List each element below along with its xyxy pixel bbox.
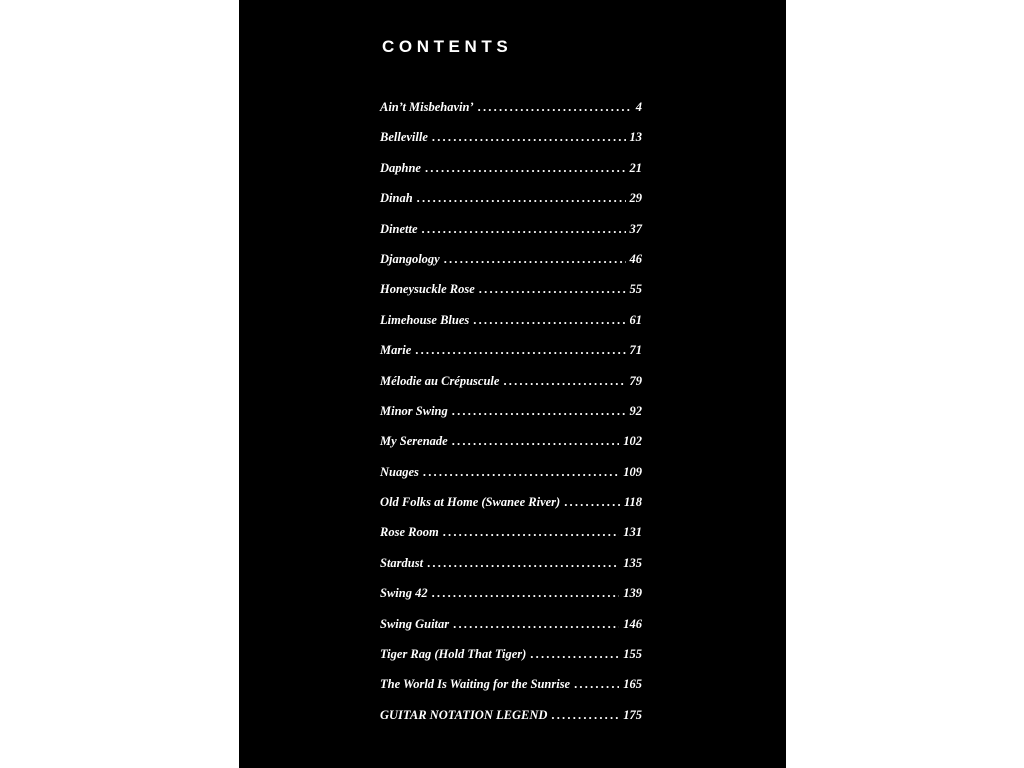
dot-leader (432, 586, 620, 601)
toc-entry[interactable] (380, 677, 642, 707)
dot-leader (479, 282, 626, 297)
toc-entry-title: Stardust (380, 555, 424, 570)
toc-entry-page: 29 (629, 191, 642, 206)
toc-entry[interactable] (380, 313, 642, 343)
toc-entry-page: 55 (629, 282, 642, 297)
contents-page (239, 0, 786, 768)
toc-entry-title: Minor Swing (380, 403, 448, 418)
page-title: CONTENTS (382, 37, 513, 56)
toc-entry[interactable] (380, 191, 642, 221)
toc-entry-title: Daphne (380, 160, 421, 175)
dot-leader (574, 677, 619, 692)
dot-leader (530, 647, 619, 662)
toc-entry-title: Nuages (380, 464, 419, 479)
toc-entry-title: Dinah (380, 191, 413, 206)
toc-entry-title: Rose Room (380, 525, 439, 540)
toc-entry-title: Tiger Rag (Hold That Tiger) (380, 647, 527, 662)
toc-entry[interactable] (380, 465, 642, 495)
toc-entry-title: Swing Guitar (380, 616, 450, 631)
toc-entry-page: 102 (623, 434, 642, 449)
dot-leader (452, 404, 626, 419)
toc-entry-title: Honeysuckle Rose (380, 282, 475, 297)
toc-entry-page: 37 (629, 221, 642, 236)
toc-entry[interactable] (380, 374, 642, 404)
toc-entry-page: 13 (629, 130, 642, 145)
toc-entry-page: 165 (623, 677, 642, 692)
toc-entry-title: Marie (380, 343, 412, 358)
toc-entry-page: 71 (629, 343, 642, 358)
toc-entry[interactable] (380, 100, 642, 130)
toc-entry[interactable] (380, 708, 642, 738)
toc-entry-title: Old Folks at Home (Swanee River) (380, 495, 561, 510)
dot-leader (425, 161, 626, 176)
toc-entry-title: Ain’t Misbehavin’ (380, 100, 474, 114)
toc-entry-page: 118 (623, 495, 642, 510)
toc-entry-page: 92 (629, 403, 642, 418)
dot-leader (564, 495, 620, 510)
toc-entry[interactable] (380, 586, 642, 616)
toc-entry[interactable] (380, 556, 642, 586)
dot-leader (417, 191, 626, 206)
dot-leader (503, 374, 625, 389)
dot-leader (427, 556, 619, 571)
toc-entry[interactable] (380, 617, 642, 647)
dot-leader (473, 313, 625, 328)
toc-entry-page: 135 (623, 555, 642, 570)
toc-entry-page: 146 (623, 616, 642, 631)
toc-entry-title: GUITAR NOTATION LEGEND (380, 707, 548, 722)
toc-entry[interactable] (380, 525, 642, 555)
toc-entry-page: 46 (629, 251, 642, 266)
toc-entry-page: 109 (623, 464, 642, 479)
toc-entry-title: Swing 42 (380, 586, 428, 601)
dot-leader (444, 252, 626, 267)
toc-entry[interactable] (380, 343, 642, 373)
toc-entry[interactable] (380, 252, 642, 282)
toc-entry-page: 79 (629, 373, 642, 388)
toc-entry-title: My Serenade (380, 434, 448, 449)
dot-leader (415, 343, 625, 358)
dot-leader (453, 617, 619, 632)
toc-entry-page: 175 (623, 707, 642, 722)
toc-entry[interactable] (380, 495, 642, 525)
toc-entry-title: The World Is Waiting for the Sunrise (380, 677, 571, 692)
dot-leader (423, 465, 619, 480)
toc-entry-title: Mélodie au Crépuscule (380, 373, 500, 388)
dot-leader (432, 130, 626, 145)
toc-entry[interactable] (380, 161, 642, 191)
toc-entry-page: 4 (635, 100, 642, 114)
toc-entry[interactable] (380, 434, 642, 464)
toc-entry-title: Djangology (380, 251, 440, 266)
dot-leader (443, 525, 620, 540)
toc-entry[interactable] (380, 222, 642, 252)
toc-entry[interactable] (380, 282, 642, 312)
toc-entry-title: Limehouse Blues (380, 312, 470, 327)
dot-leader (551, 708, 619, 723)
toc-entry-page: 21 (629, 160, 642, 175)
toc-entry[interactable] (380, 647, 642, 677)
toc-entry-page: 131 (623, 525, 642, 540)
toc-entry[interactable] (380, 404, 642, 434)
toc-entry-page: 155 (623, 647, 642, 662)
toc-entry-title: Belleville (380, 130, 428, 145)
dot-leader (422, 222, 626, 237)
toc-entry[interactable] (380, 130, 642, 160)
dot-leader (452, 434, 620, 449)
toc-entry-page: 61 (629, 312, 642, 327)
dot-leader (478, 100, 632, 115)
toc-entry-page: 139 (623, 586, 642, 601)
table-of-contents (380, 100, 642, 738)
toc-entry-title: Dinette (380, 221, 418, 236)
